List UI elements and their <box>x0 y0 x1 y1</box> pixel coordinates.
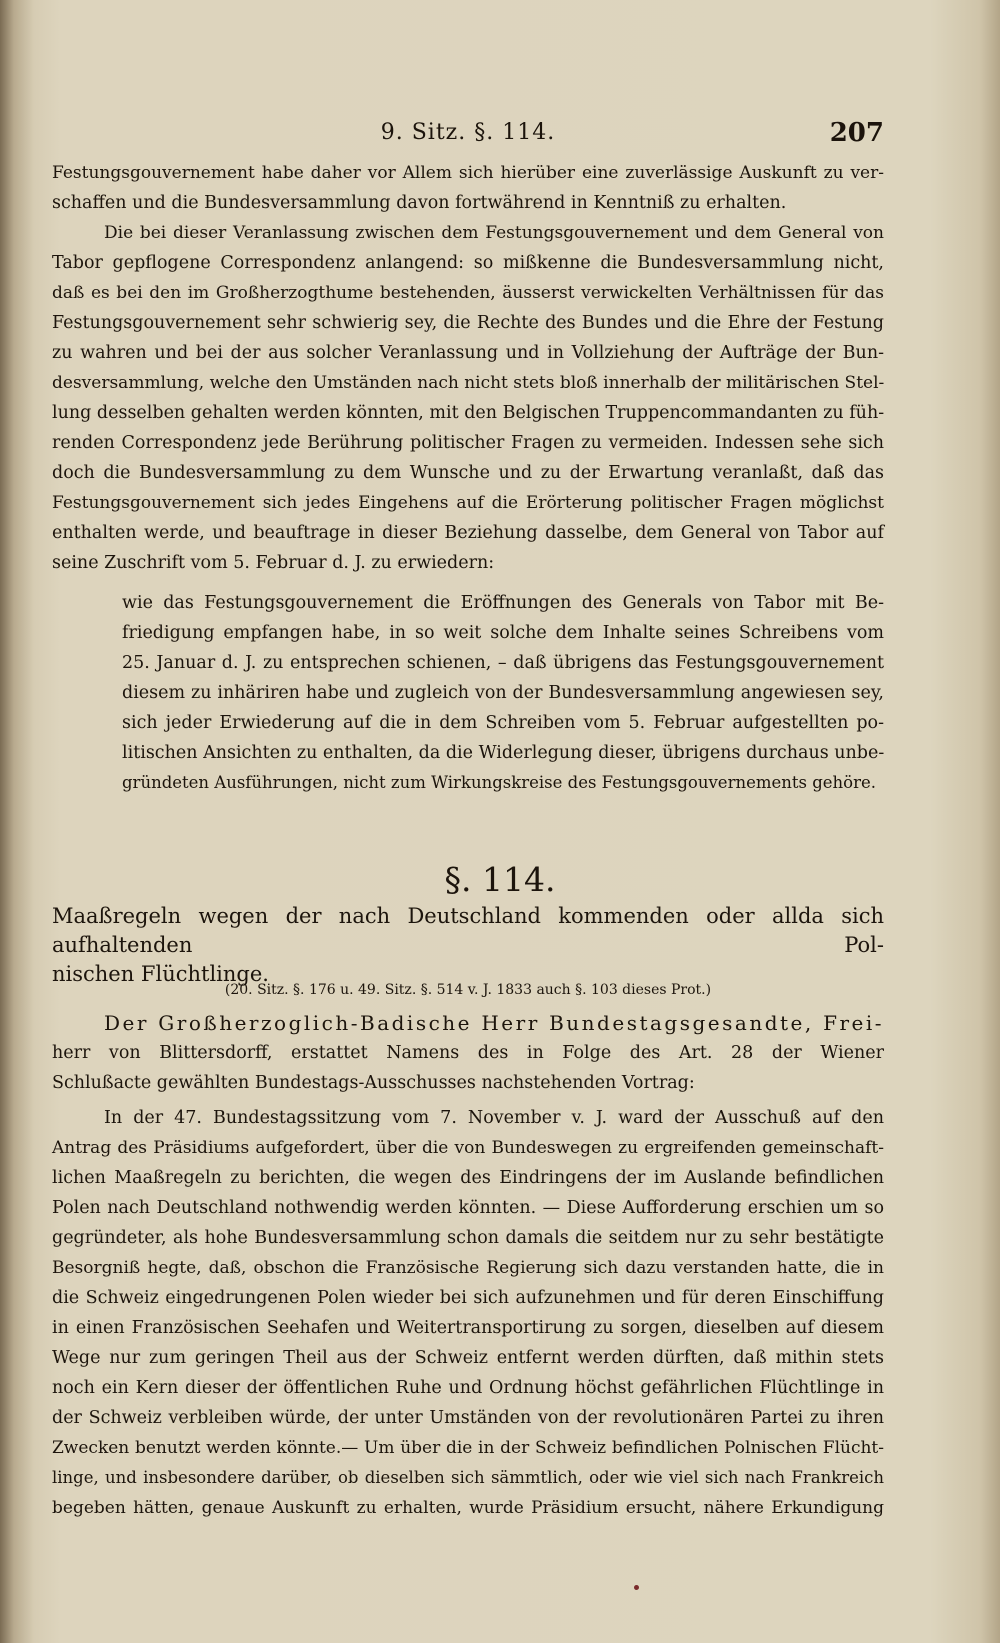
quote-line: sich jeder Erwiederung auf die in dem Schreiben vom 5. Februar aufgestellten po- <box>122 713 884 733</box>
text-line: Besorgniß hegte, daß, obschon die Französische Regierung sich dazu verstanden hatte, die in <box>52 1258 884 1278</box>
quoted-reply <box>122 588 884 798</box>
text-line: der Schweiz verbleiben würde, der unter Umständen von der revolutionären Partei zu ihren <box>52 1408 884 1428</box>
text-line: enthalten werde, und beauftrage in dieser Beziehung dasselbe, dem General von Tabor auf <box>52 523 884 543</box>
text-line: Festungsgouvernement habe daher vor Allem sich hierüber eine zuverlässige Auskunft zu ver- <box>52 163 884 183</box>
text-line: Wege nur zum geringen Theil aus der Schweiz entfernt werden dürften, daß mithin stets <box>52 1348 884 1368</box>
text-line: renden Correspondenz jede Berührung politischer Fragen zu vermeiden. Indessen sehe sich <box>52 433 884 453</box>
intro-line: Der Großherzoglich-Badische Herr Bundestagsgesandte, Frei- <box>104 1011 884 1035</box>
text-line: Antrag des Präsidiums aufgefordert, über die von Bundeswegen zu ergreifenden gemeinschaft- <box>52 1138 884 1158</box>
text-line: In der 47. Bundestagssitzung vom 7. November v. J. ward der Ausschuß auf den <box>104 1108 884 1128</box>
text-line: die Schweiz eingedrungenen Polen wieder bei sich aufzunehmen und für deren Einschiffung <box>52 1288 884 1308</box>
text-line: begeben hätten, genaue Auskunft zu erhalten, wurde Präsidium ersucht, nähere Erkundigung <box>52 1498 884 1518</box>
section-number: §. 114. <box>444 860 556 899</box>
text-line: Polen nach Deutschland nothwendig werden könnten. — Diese Aufforderung erschien um so <box>52 1198 884 1218</box>
text-line: zu wahren und bei der aus solcher Veranlassung und in Vollziehung der Aufträge der Bun- <box>52 343 884 363</box>
intro-paragraph <box>52 1008 884 1098</box>
text-line: seine Zuschrift vom 5. Februar d. J. zu erwiedern: <box>52 553 495 573</box>
text-line: Die bei dieser Veranlassung zwischen dem Festungsgouvernement und dem General von <box>104 223 884 243</box>
intro-line: Schlußacte gewählten Bundestags-Ausschusses nachstehenden Vortrag: <box>52 1073 695 1093</box>
text-line: lung desselben gehalten werden könnten, mit den Belgischen Truppencommandanten zu füh- <box>52 403 885 423</box>
section-title <box>52 902 884 989</box>
text-line: gegründeter, als hohe Bundesversammlung schon damals die seitdem nur zu sehr bestätigte <box>52 1228 884 1248</box>
section-reference: (20. Sitz. §. 176 u. 49. Sitz. §. 514 v. J. 1833 auch §. 103 dieses Prot.) <box>224 982 712 998</box>
text-line: desversammlung, welche den Umständen nach nicht stets bloß innerhalb der militärischen Stel- <box>52 373 885 393</box>
text-line: Tabor gepflogene Correspondenz anlangend: so mißkenne die Bundesversammlung nicht, <box>52 253 884 273</box>
text-line: schaffen und die Bundesversammlung davon fortwährend in Kenntniß zu erhalten. <box>52 193 787 213</box>
intro-line: herr von Blittersdorff, erstattet Namens des in Folge des Art. 28 der Wiener <box>52 1043 884 1063</box>
ink-spot <box>634 1585 639 1590</box>
running-head: 9. Sitz. §. 114. <box>380 120 556 145</box>
text-line: daß es bei den im Großherzogthume bestehenden, äusserst verwickelten Verhältnissen für das <box>52 283 884 303</box>
text-line: Festungsgouvernement sich jedes Eingehens auf die Erörterung politischer Fragen möglichst <box>52 493 884 513</box>
quote-line: wie das Festungsgouvernement die Eröffnungen des Generals von Tabor mit Be- <box>122 593 884 613</box>
section-title-line: nischen Flüchtlinge. <box>52 962 269 986</box>
text-line: doch die Bundesversammlung zu dem Wunsche und zu der Erwartung veranlaßt, daß das <box>52 463 884 483</box>
text-line: Zwecken benutzt werden könnte.— Um über die in der Schweiz befindlichen Polnischen Flücht- <box>52 1438 884 1458</box>
quote-line: 25. Januar d. J. zu entsprechen schienen, – daß übrigens das Festungsgouvernement <box>122 653 884 673</box>
section-title-line: Maaßregeln wegen der nach Deutschland kommenden oder allda sich aufhaltenden Pol- <box>52 904 884 957</box>
text-line: noch ein Kern dieser der öffentlichen Ruhe und Ordnung höchst gefährlichen Flüchtlinge in <box>52 1378 884 1398</box>
body-block-2 <box>52 1103 884 1523</box>
text-line: lichen Maaßregeln zu berichten, die wegen des Eindringens der im Auslande befindlichen <box>52 1168 884 1188</box>
text-line: in einen Französischen Seehafen und Weitertransportirung zu sorgen, dieselben auf diesem <box>52 1318 884 1338</box>
page-number: 207 <box>829 118 884 148</box>
quote-line: friedigung empfangen habe, in so weit solche dem Inhalte seines Schreibens vom <box>122 623 884 643</box>
quote-line: litischen Ansichten zu enthalten, da die Widerlegung dieser, übrigens durchaus unbe- <box>122 743 885 763</box>
body-block-1 <box>52 158 884 578</box>
text-line: Festungsgouvernement sehr schwierig sey, die Rechte des Bundes und die Ehre der Festung <box>52 313 884 333</box>
text-line: linge, und insbesondere darüber, ob dieselben sich sämmtlich, oder wie viel sich nach Frankreich <box>52 1468 884 1487</box>
page-header <box>52 118 884 158</box>
quote-line: diesem zu inhäriren habe und zugleich von der Bundesversammlung angewiesen sey, <box>122 683 884 703</box>
quote-line: gründeten Ausführungen, nicht zum Wirkungskreise des Festungsgouvernements gehöre. <box>122 773 877 792</box>
